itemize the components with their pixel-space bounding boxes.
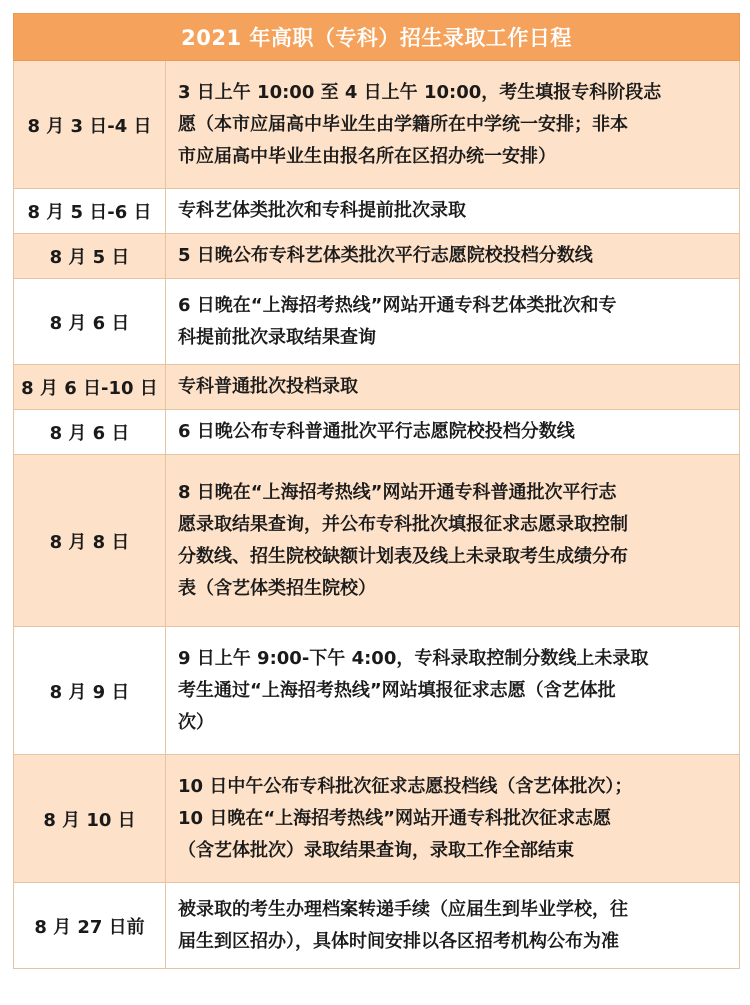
description-line: 专科普通批次投档录取 xyxy=(178,376,358,397)
schedule-date: 8 月 8 日 xyxy=(14,455,166,627)
schedule-date: 8 月 6 日 xyxy=(14,410,166,455)
description-line: 6 日晚在“上海招考热线”网站开通专科艺体类批次和专 xyxy=(178,294,617,316)
table-title: 2021 年高职（专科）招生录取工作日程 xyxy=(14,14,740,61)
table-row xyxy=(14,365,740,410)
description-line: （含艺体批次）录取结果查询，录取工作全部结束 xyxy=(178,839,574,861)
description-line: 科提前批次录取结果查询 xyxy=(178,326,376,348)
table-row xyxy=(14,410,740,455)
schedule-description xyxy=(166,365,740,410)
description-line: 市应届高中毕业生由报名所在区招办统一安排） xyxy=(178,145,556,167)
schedule-date: 8 月 10 日 xyxy=(14,755,166,883)
schedule-description xyxy=(166,279,740,365)
schedule-date: 8 月 9 日 xyxy=(14,627,166,755)
schedule-container xyxy=(13,13,739,969)
table-row xyxy=(14,455,740,627)
table-row xyxy=(14,61,740,189)
table-row xyxy=(14,883,740,969)
table-row xyxy=(14,234,740,279)
schedule-description xyxy=(166,234,740,279)
table-row xyxy=(14,189,740,234)
schedule-description xyxy=(166,61,740,189)
table-row xyxy=(14,755,740,883)
description-line: 愿（本市应届高中毕业生由学籍所在中学统一安排；非本 xyxy=(178,113,628,135)
schedule-description xyxy=(166,627,740,755)
description-line: 3 日上午 10:00 至 4 日上午 10:00，考生填报专科阶段志 xyxy=(178,81,662,103)
description-line: 愿录取结果查询，并公布专科批次填报征求志愿录取控制 xyxy=(178,513,628,535)
description-line: 6 日晚公布专科普通批次平行志愿院校投档分数线 xyxy=(178,421,575,442)
schedule-date: 8 月 6 日 xyxy=(14,279,166,365)
description-line: 表（含艺体类招生院校） xyxy=(178,577,376,599)
schedule-date: 8 月 6 日-10 日 xyxy=(14,365,166,410)
description-line: 9 日上午 9:00-下午 4:00，专科录取控制分数线上未录取 xyxy=(178,647,649,669)
description-line: 次） xyxy=(178,711,214,733)
description-line: 8 日晚在“上海招考热线”网站开通专科普通批次平行志 xyxy=(178,481,617,503)
description-line: 10 日中午公布专科批次征求志愿投档线（含艺体批次）； xyxy=(178,775,633,797)
description-line: 被录取的考生办理档案转递手续（应届生到毕业学校，往 xyxy=(178,898,628,920)
schedule-table xyxy=(13,13,740,969)
table-row xyxy=(14,627,740,755)
schedule-date: 8 月 27 日前 xyxy=(14,883,166,969)
schedule-rows xyxy=(14,61,740,969)
schedule-description xyxy=(166,410,740,455)
schedule-description xyxy=(166,755,740,883)
description-line: 5 日晚公布专科艺体类批次平行志愿院校投档分数线 xyxy=(178,245,593,266)
schedule-description xyxy=(166,189,740,234)
description-line: 10 日晚在“上海招考热线”网站开通专科批次征求志愿 xyxy=(178,807,611,829)
schedule-description xyxy=(166,455,740,627)
schedule-date: 8 月 5 日-6 日 xyxy=(14,189,166,234)
schedule-date: 8 月 5 日 xyxy=(14,234,166,279)
description-line: 专科艺体类批次和专科提前批次录取 xyxy=(178,200,466,221)
description-line: 分数线、招生院校缺额计划表及线上未录取考生成绩分布 xyxy=(178,545,628,567)
table-row xyxy=(14,279,740,365)
schedule-date: 8 月 3 日-4 日 xyxy=(14,61,166,189)
schedule-description xyxy=(166,883,740,969)
description-line: 考生通过“上海招考热线”网站填报征求志愿（含艺体批 xyxy=(178,679,616,701)
description-line: 届生到区招办），具体时间安排以各区招考机构公布为准 xyxy=(178,930,619,952)
